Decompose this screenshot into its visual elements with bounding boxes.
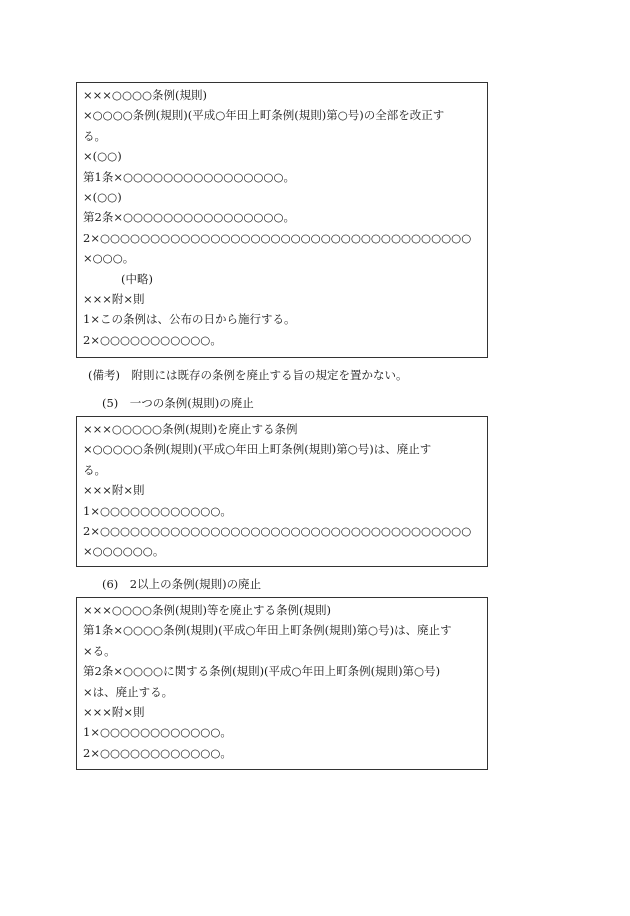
- box-line: 1×この条例は、公布の日から施行する。: [83, 312, 296, 327]
- box-line: ×は、廃止する。: [83, 684, 174, 699]
- ordinance-box-full-revision: [76, 82, 488, 358]
- box-line: ×(○○): [83, 149, 122, 164]
- box-line: ×○○○○条例(規則)(平成○年田上町条例(規則)第○号)の全部を改正す: [83, 108, 445, 123]
- box-line: ×××○○○○条例(規則): [83, 88, 208, 102]
- box-line: 第2条×○○○○○○○○○○○○○○○○。: [83, 210, 296, 225]
- section-heading-6: (6) 2以上の条例(規則)の廃止: [102, 577, 262, 591]
- box-line: 1×○○○○○○○○○○○○。: [83, 503, 232, 518]
- box-line: ×る。: [83, 643, 116, 658]
- box-line: 2×○○○○○○○○○○○○○○○○○○○○○○○○○○○○○○○○○○○○○: [83, 523, 472, 538]
- ordinance-box-single-repeal: [76, 416, 488, 567]
- box-line: ×○○○。: [83, 251, 135, 266]
- box-line: ×××○○○○条例(規則)等を廃止する条例(規則): [83, 603, 331, 617]
- box-line: ×○○○○○○。: [83, 544, 165, 559]
- ordinance-box-multiple-repeal: [76, 597, 488, 770]
- box-line: ×××附×則: [83, 483, 145, 498]
- section-heading-5: (5) 一つの条例(規則)の廃止: [102, 396, 254, 410]
- box-line: ×××○○○○○条例(規則)を廃止する条例: [83, 422, 298, 436]
- box-line: ×××附×則: [83, 291, 145, 306]
- box-line: 第1条×○○○○○○○○○○○○○○○○。: [83, 169, 296, 184]
- remark-note: (備考) 附則には既存の条例を廃止する旨の規定を置かない。: [88, 368, 408, 382]
- box-line: る。: [83, 462, 106, 477]
- box-line: ×(○○): [83, 189, 122, 204]
- box-line: 1×○○○○○○○○○○○○。: [83, 725, 232, 740]
- box-line: 2×○○○○○○○○○○○○○○○○○○○○○○○○○○○○○○○○○○○○○: [83, 230, 472, 245]
- box-line-omitted: (中略): [121, 271, 153, 286]
- box-line: 2×○○○○○○○○○○○○。: [83, 745, 232, 760]
- box-line: ×××附×則: [83, 704, 145, 719]
- box-line: ×○○○○○条例(規則)(平成○年田上町条例(規則)第○号)は、廃止す: [83, 442, 432, 457]
- box-line: 第1条×○○○○条例(規則)(平成○年田上町条例(規則)第○号)は、廃止す: [83, 623, 452, 638]
- box-line: る。: [83, 128, 106, 143]
- box-line: 第2条×○○○○に関する条例(規則)(平成○年田上町条例(規則)第○号): [83, 664, 441, 679]
- box-line: 2×○○○○○○○○○○○。: [83, 332, 222, 347]
